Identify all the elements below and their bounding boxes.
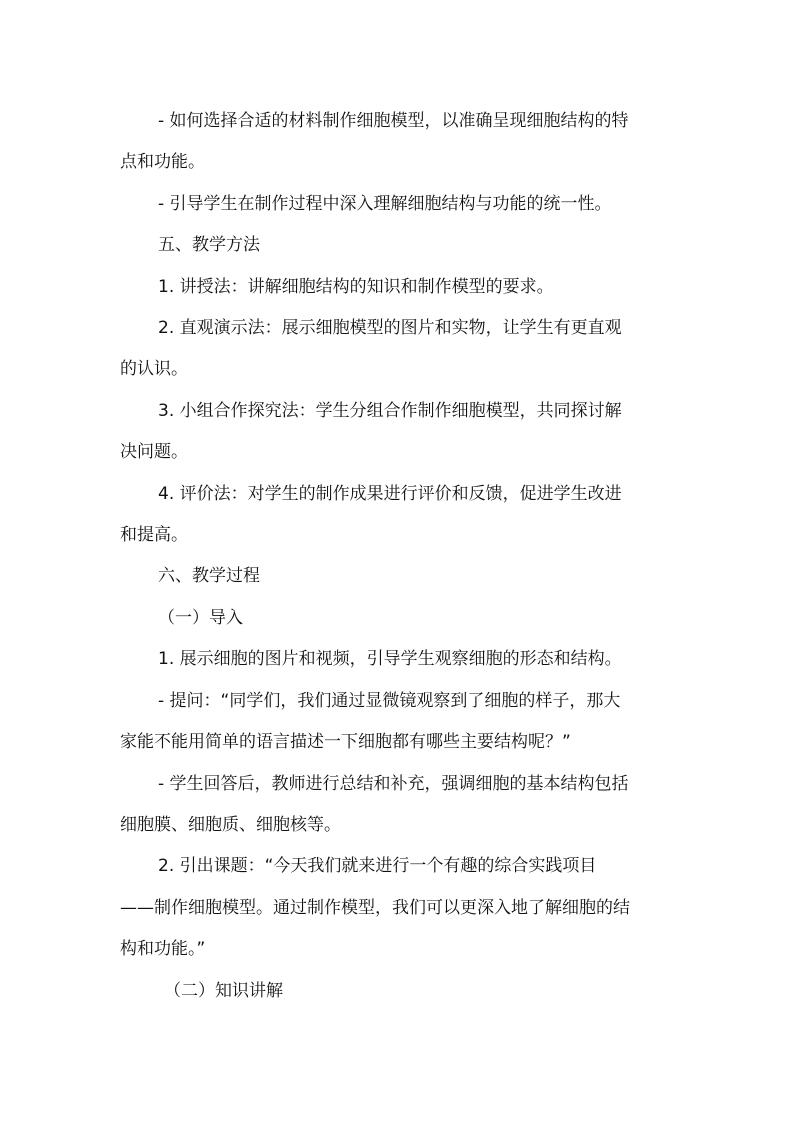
text-line: - 提问：“同学们，我们通过显微镜观察到了细胞的样子，那大	[158, 690, 621, 711]
document-body	[120, 101, 694, 1012]
text-line: 点和功能。	[120, 152, 205, 173]
text-line: 家能不能用简单的语言描述一下细胞都有哪些主要结构呢？”	[120, 732, 571, 753]
text-line: （二）知识讲解	[164, 980, 283, 1001]
text-line: 细胞膜、细胞质、细胞核等。	[120, 814, 341, 835]
text-line: 2. 直观演示法：展示细胞模型的图片和实物，让学生有更直观	[158, 318, 622, 339]
text-line: - 学生回答后，教师进行总结和补充，强调细胞的基本结构包括	[158, 773, 629, 794]
text-line: - 如何选择合适的材料制作细胞模型，以准确呈现细胞结构的特	[158, 111, 629, 131]
text-line: 构和功能。”	[120, 939, 206, 960]
text-line: ——制作细胞模型。通过制作模型，我们可以更深入地了解细胞的结	[120, 897, 630, 918]
text-line: - 引导学生在制作过程中深入理解细胞结构与功能的统一性。	[158, 193, 612, 214]
text-line: 决问题。	[120, 442, 188, 463]
text-line: 六、教学过程	[158, 566, 260, 587]
text-line: 1. 讲授法：讲解细胞结构的知识和制作模型的要求。	[158, 276, 554, 297]
text-line: 3. 小组合作探究法：学生分组合作制作细胞模型，共同探讨解	[158, 400, 622, 421]
text-line: （一）导入	[158, 607, 243, 628]
text-line: 的认识。	[120, 359, 188, 380]
text-line: 五、教学方法	[158, 235, 260, 256]
text-line: 2. 引出课题：“今天我们就来进行一个有趣的综合实践项目	[158, 856, 597, 877]
text-line: 1. 展示细胞的图片和视频，引导学生观察细胞的形态和结构。	[158, 649, 622, 670]
text-line: 4. 评价法：对学生的制作成果进行评价和反馈，促进学生改进	[158, 483, 622, 504]
text-line: 和提高。	[120, 525, 188, 546]
